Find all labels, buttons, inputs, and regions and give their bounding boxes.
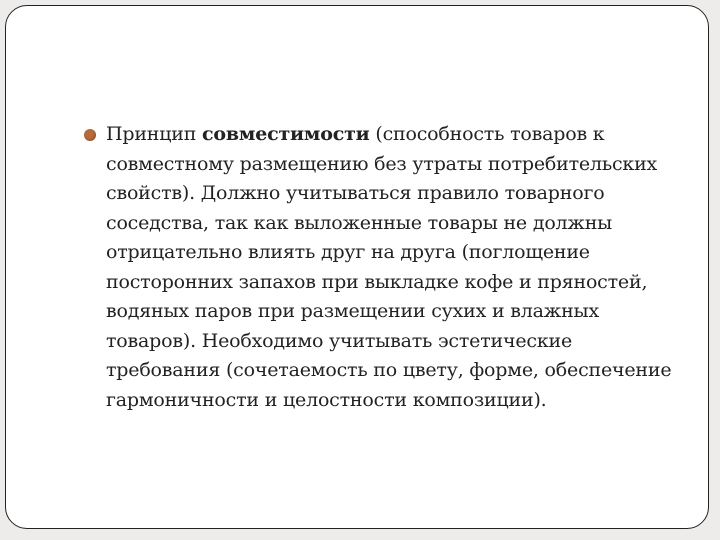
bullet-icon: [84, 129, 96, 141]
slide-frame: [5, 5, 709, 529]
text-bold-term: совместимости: [202, 123, 370, 145]
bullet-item: [106, 120, 686, 415]
bullet-text: [106, 120, 686, 415]
text-intro: Принцип: [106, 123, 203, 145]
text-body: (способность товаров к совместному размещению без утраты потребительских свойств). Должно учитываться правило товарного соседства, так как выложенные товары не должны отрицательно влиять друг на друга (поглощение посторонних запахов при выкладке кофе и пряностей, водяных паров при размещении сухих и влажных товаров). Необходимо учитывать эстетические требования (сочетаемость по цвету, форме, обеспечение гармоничности и целостности композиции).: [106, 123, 672, 411]
